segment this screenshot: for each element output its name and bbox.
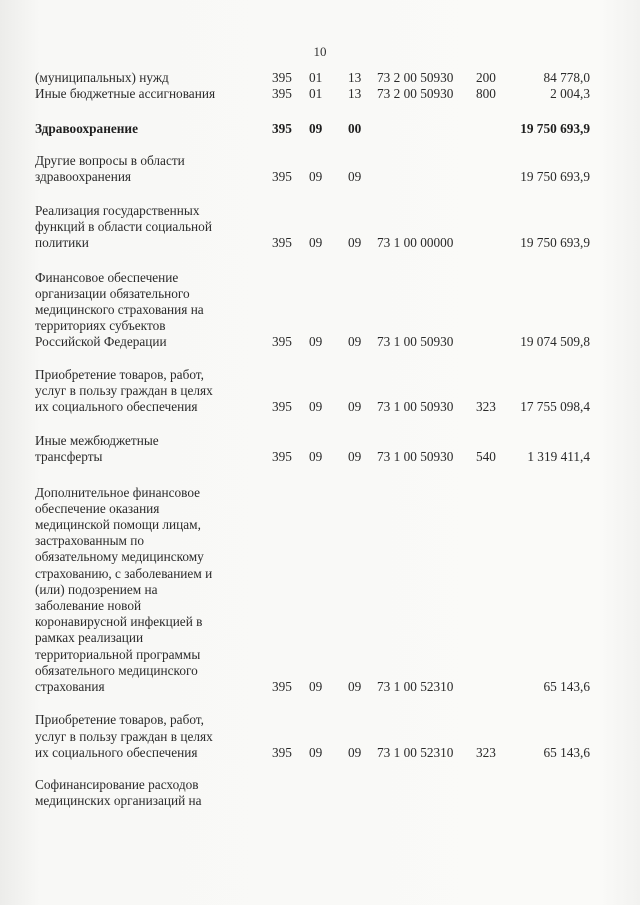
subsection-code: 09 [348,334,362,350]
chapter-code: 395 [272,70,292,85]
row-name [35,270,270,351]
section-code: 09 [309,334,323,350]
row-name-line: обязательного медицинского [35,662,198,678]
chapter-code: 395 [272,168,292,184]
amount: 84 778,0 [543,70,590,85]
row-name-line: застрахованным по [35,533,145,549]
row-name-line: Другие вопросы в области [35,152,185,168]
chapter-code: 395 [272,679,292,695]
row-name-line: их социального обеспечения [35,399,198,415]
row-name-line: Российской Федерации [35,334,167,350]
chapter-code: 395 [272,334,292,350]
row-name [35,70,270,86]
row-name-line: Иные бюджетные ассигнования [35,86,216,102]
row-name [35,203,270,252]
amount: 19 750 693,9 [520,235,590,251]
chapter-code: 395 [272,399,292,415]
expense-type-code: 800 [476,86,496,102]
expense-type-code: 200 [476,70,496,85]
chapter-code: 395 [272,235,292,251]
row-name-line: услуг в пользу граждан в целях [35,728,213,744]
table-row [0,203,640,252]
target-article-code: 73 1 00 52310 [377,679,454,695]
target-article-code: 73 1 00 50930 [377,449,454,465]
section-code: 09 [309,168,323,184]
row-name [35,485,270,696]
row-name-line: страхованию, с заболеванием и [35,565,213,581]
row-name-line: Софинансирование расходов [35,776,199,792]
subsection-code: 09 [348,235,362,251]
amount: 65 143,6 [543,679,590,695]
target-article-code: 73 1 00 52310 [377,744,454,760]
chapter-code: 395 [272,121,292,137]
table-row [0,367,640,416]
row-name-line: Дополнительное финансовое [35,484,201,500]
amount: 17 755 098,4 [520,399,590,415]
table-row [0,485,640,696]
row-name [35,433,270,465]
amount: 19 750 693,9 [520,121,590,137]
subsection-code: 09 [348,744,362,760]
row-name-line: (муниципальных) нужд [35,70,169,85]
table-row [0,270,640,351]
row-name-line: Приобретение товаров, работ, [35,366,204,382]
row-name-line: (или) подозрением на [35,581,158,597]
row-name [35,153,270,185]
section-code: 01 [309,86,323,102]
row-name-line: Здравоохранение [35,121,138,137]
budget-table [0,70,640,809]
row-name-line: трансферты [35,449,103,465]
section-code: 09 [309,744,323,760]
subsection-code: 09 [348,399,362,415]
row-name-line: услуг в пользу граждан в целях [35,382,213,398]
row-name [35,777,270,809]
table-row [0,121,640,137]
row-name-line: здравоохранения [35,168,132,184]
row-name [35,121,270,137]
expense-type-code: 323 [476,399,496,415]
amount: 1 319 411,4 [527,449,590,465]
section-code: 09 [309,121,323,137]
section-code: 01 [309,70,323,85]
row-name [35,712,270,761]
table-row [0,712,640,761]
target-article-code: 73 1 00 50930 [377,399,454,415]
target-article-code: 73 1 00 00000 [377,235,454,251]
row-name-line: территориях субъектов [35,318,166,334]
table-row [0,86,640,102]
row-name-line: обязательному медицинскому [35,549,204,565]
row-name-line: медицинских организаций на [35,793,202,809]
chapter-code: 395 [272,449,292,465]
expense-type-code: 540 [476,449,496,465]
row-name-line: территориальной программы [35,646,201,662]
row-name [35,86,270,102]
row-name-line: заболевание новой [35,598,142,614]
row-name-line: рамках реализации [35,630,144,646]
row-name-line: обеспечение оказания [35,500,160,516]
row-name-line: Иные межбюджетные [35,433,159,449]
row-name-line: организации обязательного [35,285,190,301]
subsection-code: 13 [348,86,362,102]
subsection-code: 00 [348,121,362,137]
subsection-code: 13 [348,70,362,85]
page-number: 10 [313,44,327,59]
row-name-line: Финансовое обеспечение [35,269,179,285]
chapter-code: 395 [272,86,292,102]
subsection-code: 09 [348,679,362,695]
table-row [0,70,640,86]
amount: 2 004,3 [550,86,590,102]
table-row [0,777,640,809]
row-name-line: медицинской помощи лицам, [35,517,201,533]
target-article-code: 73 2 00 50930 [377,70,454,85]
amount: 65 143,6 [543,744,590,760]
chapter-code: 395 [272,744,292,760]
amount: 19 074 509,8 [520,334,590,350]
row-name-line: страхования [35,679,105,695]
section-code: 09 [309,235,323,251]
section-code: 09 [309,399,323,415]
target-article-code: 73 1 00 50930 [377,334,454,350]
section-code: 09 [309,449,323,465]
target-article-code: 73 2 00 50930 [377,86,454,102]
row-name-line: Приобретение товаров, работ, [35,712,204,728]
row-name-line: функций в области социальной [35,219,212,235]
expense-type-code: 323 [476,744,496,760]
subsection-code: 09 [348,449,362,465]
row-name-line: медицинского страхования на [35,302,204,318]
row-name-line: их социального обеспечения [35,744,198,760]
row-name-line: коронавирусной инфекцией в [35,614,203,630]
row-name-line: политики [35,235,89,251]
row-name [35,367,270,416]
table-row [0,153,640,185]
row-name-line: Реализация государственных [35,203,200,219]
section-code: 09 [309,679,323,695]
table-row [0,433,640,465]
subsection-code: 09 [348,168,362,184]
amount: 19 750 693,9 [520,168,590,184]
